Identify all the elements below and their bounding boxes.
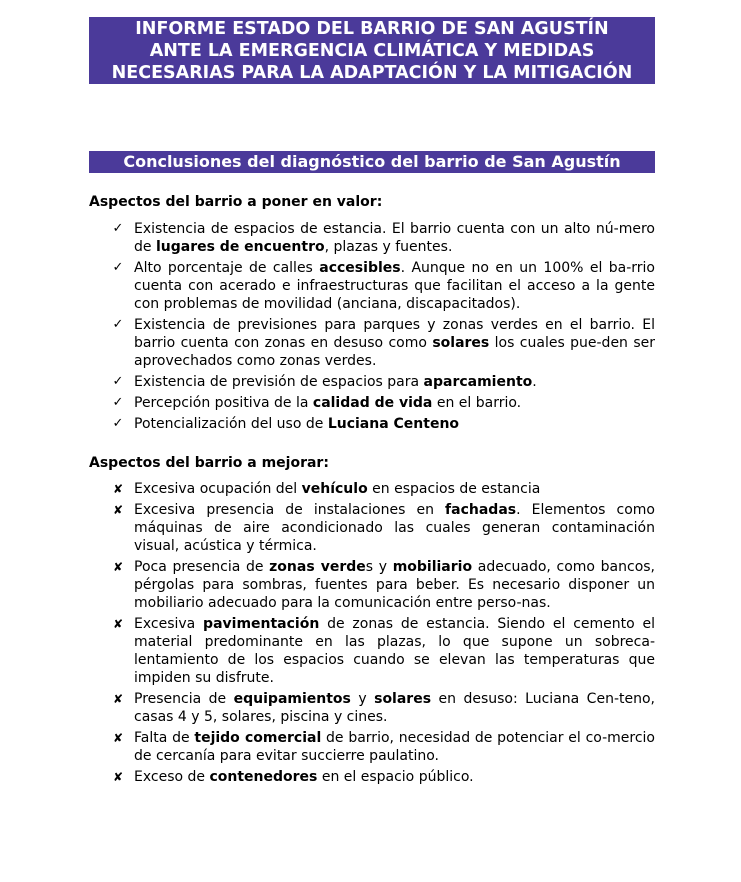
cross-icon: ✘ [112,770,124,784]
list-item: ✓ Existencia de previsión de espacios para aparcamiento. [112,374,537,390]
report-title-line: NECESARIAS PARA LA ADAPTACIÓN Y LA MITIGACIÓN [111,62,633,83]
list-item: ✓ Potencialización del uso de Luciana Centeno [112,416,460,432]
check-icon: ✓ [112,374,124,389]
cross-icon: ✘ [112,560,124,574]
list-item: ✘ Excesiva pavimentación de zonas de estancia. Siendo el cemento el material predominante en las plazas, lo que supone un sobreca-lentamiento de los espacios cuando se elevan las temperaturas que impiden su disfrute. [112,616,655,686]
list-item: ✘ Falta de tejido comercial de barrio, necesidad de potenciar el co-mercio de cercanía para evitar succierre paulatino. [112,730,655,764]
cross-icon: ✘ [112,503,124,517]
list-item: ✘ Excesiva presencia de instalaciones en fachadas. Elementos como máquinas de aire acondicionado las cuales generan contaminación visual, acústica y térmica. [112,502,656,554]
check-icon: ✓ [112,416,124,431]
negatives-list [89,480,655,789]
report-title [89,17,655,84]
list-item: ✓ Alto porcentaje de calles accesibles. Aunque no en un 100% el ba-rrio cuenta con acerado e infraestructuras que facilitan el acceso a la gente con problemas de movilidad (anciana, discapacitados). [112,260,655,312]
negatives-heading: Aspectos del barrio a mejorar: [89,455,329,471]
list-item: ✓ Existencia de espacios de estancia. El barrio cuenta con un alto nú-mero de lugares de encuentro, plazas y fuentes. [112,221,655,255]
positives-list [89,220,655,436]
list-item: ✘ Excesiva ocupación del vehículo en espacios de estancia [112,481,541,497]
check-icon: ✓ [112,317,124,332]
section-title: Conclusiones del diagnóstico del barrio de San Agustín [89,151,655,173]
cross-icon: ✘ [112,617,124,631]
list-item: ✘ Presencia de equipamientos y solares en desuso: Luciana Cen-teno, casas 4 y 5, solares, piscina y cines. [112,691,655,725]
list-item: ✓ Existencia de previsiones para parques y zonas verdes en el barrio. El barrio cuenta con zonas en desuso como solares los cuales pue-den ser aprovechados como zonas verdes. [112,317,655,369]
report-title-line: ANTE LA EMERGENCIA CLIMÁTICA Y MEDIDAS [149,40,595,61]
positives-heading: Aspectos del barrio a poner en valor: [89,194,383,210]
cross-icon: ✘ [112,692,124,706]
cross-icon: ✘ [112,731,124,745]
check-icon: ✓ [112,221,124,236]
cross-icon: ✘ [112,482,124,496]
list-item: ✓ Percepción positiva de la calidad de vida en el barrio. [112,395,522,411]
report-title-line: INFORME ESTADO DEL BARRIO DE SAN AGUSTÍN [135,18,609,39]
list-item: ✘ Poca presencia de zonas verdes y mobiliario adecuado, como bancos, pérgolas para sombras, fuentes para beber. Es necesario disponer un mobiliario adecuado para la comunicación entre perso-nas. [112,559,656,611]
check-icon: ✓ [112,395,124,410]
check-icon: ✓ [112,260,124,275]
list-item: ✘ Exceso de contenedores en el espacio público. [112,769,474,785]
